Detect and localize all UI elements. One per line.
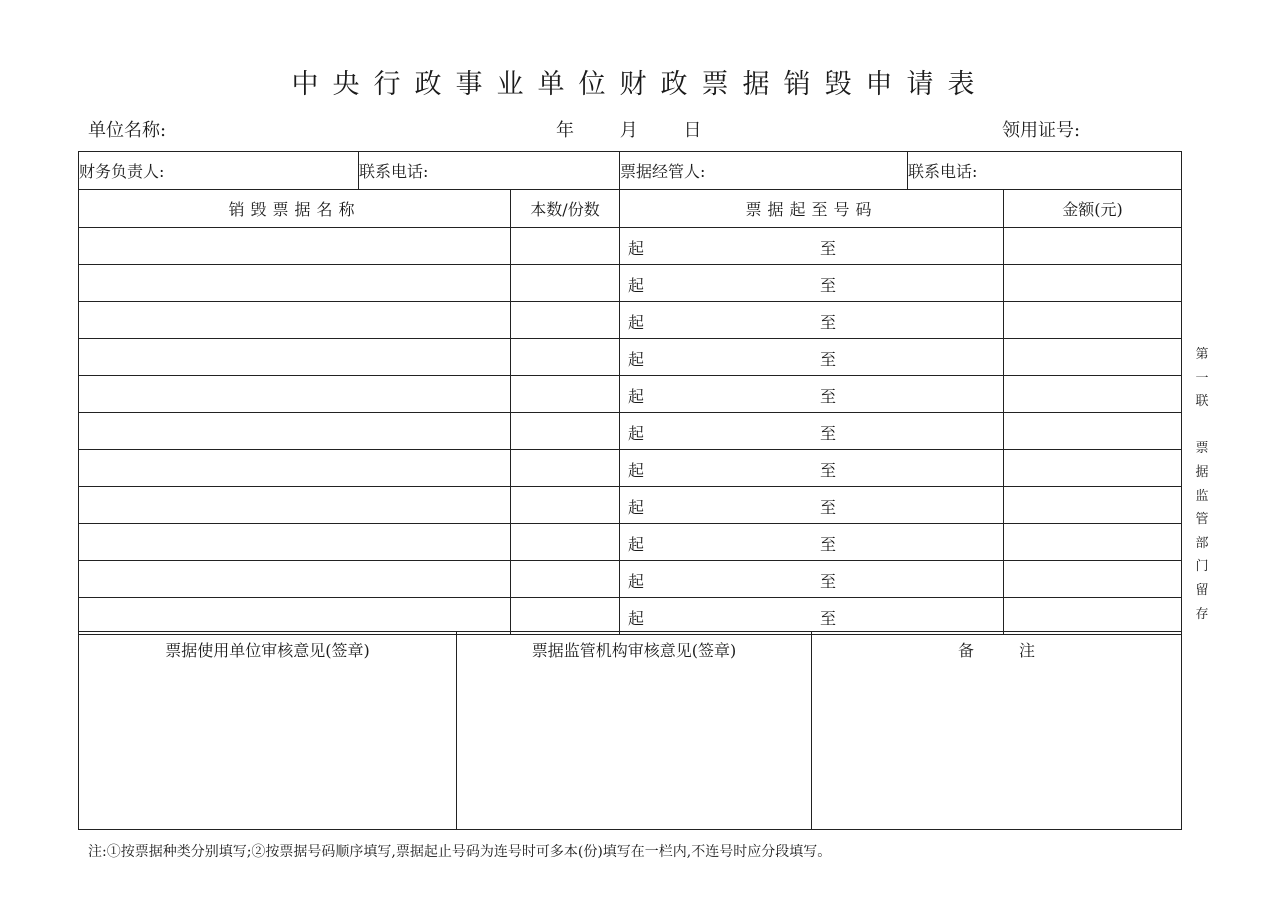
amount-cell[interactable] [1004,450,1182,487]
range-from-label: 起 [628,387,645,406]
amount-cell[interactable] [1004,487,1182,524]
table-row [79,450,1182,487]
remarks-cell[interactable] [812,632,1182,830]
number-range-cell[interactable] [620,339,1004,376]
side-label-char: 留 [1195,582,1209,598]
amount-cell[interactable] [1004,524,1182,561]
col-amount: 金额(元) [1004,190,1182,228]
bill-name-cell[interactable] [79,524,511,561]
bill-name-cell[interactable] [79,598,511,635]
table-row [79,265,1182,302]
range-to-label: 至 [820,276,837,295]
table-row [79,487,1182,524]
count-cell[interactable] [511,302,620,339]
side-label-char: 监 [1195,488,1209,504]
side-label-char: 联 [1195,394,1209,410]
table-row [79,339,1182,376]
count-cell[interactable] [511,487,620,524]
amount-cell[interactable] [1004,598,1182,635]
range-to-label: 至 [820,239,837,258]
range-from-label: 起 [628,350,645,369]
count-cell[interactable] [511,228,620,265]
table-row [79,561,1182,598]
amount-cell[interactable] [1004,561,1182,598]
table-row [79,376,1182,413]
unit-name-label: 单位名称: [88,120,167,141]
bill-name-cell[interactable] [79,376,511,413]
range-to-label: 至 [820,350,837,369]
range-to-label: 至 [820,535,837,554]
form-title: 中央行政事业单位财政票据销毁申请表 [291,69,989,100]
remarks-label: 备 注 [957,641,1036,660]
bill-name-cell[interactable] [79,413,511,450]
number-range-cell[interactable] [620,228,1004,265]
side-label-char: 第 [1195,347,1209,362]
side-label-char: 一 [1195,370,1209,386]
count-cell[interactable] [511,561,620,598]
range-from-label: 起 [628,239,645,258]
range-from-label: 起 [628,313,645,332]
contact-info-row [79,152,1182,190]
count-cell[interactable] [511,450,620,487]
finance-head-cell[interactable]: 财务负责人: [79,152,359,190]
range-to-label: 至 [820,461,837,480]
side-label-char: 门 [1195,559,1209,575]
number-range-cell[interactable] [620,302,1004,339]
amount-cell[interactable] [1004,228,1182,265]
count-cell[interactable] [511,339,620,376]
amount-cell[interactable] [1004,302,1182,339]
cert-number-label: 领用证号: [1002,120,1081,141]
number-range-cell[interactable] [620,524,1004,561]
range-from-label: 起 [628,276,645,295]
footnote: 注:①按票据种类分别填写;②按票据号码顺序填写,票据起止号码为连号时可多本(份)填写在一栏内,不连号时应分段填写。 [88,844,832,860]
count-cell[interactable] [511,265,620,302]
review-table [78,631,1182,830]
copy-label-vertical [1192,343,1212,626]
destruction-table [78,151,1182,635]
bill-name-cell[interactable] [79,561,511,598]
range-from-label: 起 [628,424,645,443]
amount-cell[interactable] [1004,413,1182,450]
number-range-cell[interactable] [620,450,1004,487]
col-count: 本数/份数 [511,190,620,228]
bill-name-cell[interactable] [79,450,511,487]
range-from-label: 起 [628,609,645,628]
count-cell[interactable] [511,598,620,635]
bill-manager-cell[interactable]: 票据经管人: [620,152,908,190]
range-to-label: 至 [820,572,837,591]
count-cell[interactable] [511,413,620,450]
range-to-label: 至 [820,609,837,628]
col-bill-name: 销毁票据名称 [79,190,511,228]
phone-cell-2[interactable]: 联系电话: [908,152,1182,190]
bill-name-cell[interactable] [79,265,511,302]
table-row [79,598,1182,635]
data-rows [79,228,1182,635]
col-number-range: 票据起至号码 [620,190,1004,228]
side-label-char: 据 [1195,464,1209,480]
unit-review-cell[interactable]: 票据使用单位审核意见(签章) [79,632,457,830]
bill-name-cell[interactable] [79,228,511,265]
range-from-label: 起 [628,572,645,591]
number-range-cell[interactable] [620,561,1004,598]
number-range-cell[interactable] [620,376,1004,413]
side-label-char: 票 [1195,441,1209,457]
number-range-cell[interactable] [620,265,1004,302]
bill-name-cell[interactable] [79,339,511,376]
number-range-cell[interactable] [620,598,1004,635]
bill-name-cell[interactable] [79,302,511,339]
table-row [79,524,1182,561]
table-row [79,413,1182,450]
range-from-label: 起 [628,535,645,554]
range-from-label: 起 [628,461,645,480]
amount-cell[interactable] [1004,376,1182,413]
agency-review-cell[interactable]: 票据监管机构审核意见(签章) [457,632,812,830]
column-header-row [79,190,1182,228]
count-cell[interactable] [511,376,620,413]
range-to-label: 至 [820,424,837,443]
amount-cell[interactable] [1004,265,1182,302]
range-to-label: 至 [820,498,837,517]
number-range-cell[interactable] [620,487,1004,524]
date-label: 年 月 日 [556,120,702,141]
range-to-label: 至 [820,313,837,332]
count-cell[interactable] [511,524,620,561]
number-range-cell[interactable] [620,413,1004,450]
side-label-char: 部 [1195,535,1209,551]
table-row [79,302,1182,339]
side-label-char [1192,414,1212,438]
side-label-char: 管 [1195,512,1209,528]
table-row [79,228,1182,265]
range-from-label: 起 [628,498,645,517]
amount-cell[interactable] [1004,339,1182,376]
phone-cell-1[interactable]: 联系电话: [359,152,620,190]
range-to-label: 至 [820,387,837,406]
side-label-char: 存 [1195,606,1209,622]
bill-name-cell[interactable] [79,487,511,524]
